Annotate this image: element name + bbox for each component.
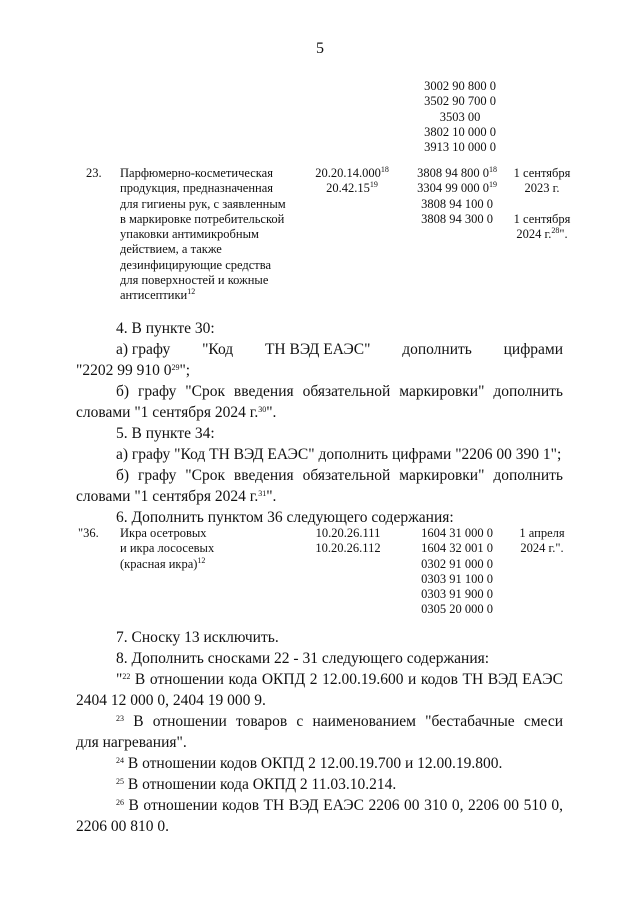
tn-code: 3913 10 000 0 [424, 140, 496, 155]
name-text: антисептики [120, 288, 188, 303]
tn-text: 3808 94 800 0 [417, 166, 489, 180]
item-6-heading: 6. Дополнить пунктом 36 следующего содержания: [116, 509, 454, 526]
item-5-heading: 5. В пункте 34: [116, 425, 215, 442]
okpd-text: 20.42.15 [326, 181, 370, 196]
date-text: 2024 г. [516, 227, 552, 242]
footnote-26-cont: 2206 00 810 0. [76, 818, 169, 835]
name-line: дезинфицирующие средства [120, 257, 272, 272]
item-5a-line: а) графу "Код ТН ВЭД ЕАЭС" дополнить цифрами "2206 00 390 1"; [116, 446, 562, 463]
name-text: (красная икра) [120, 556, 198, 571]
item-8: 8. Дополнить сносками 22 - 31 следующего содержания: [116, 650, 490, 667]
footnote-ref: 25 [116, 777, 124, 786]
footnote-ref: 29 [171, 363, 180, 372]
tn-code: 3002 90 800 0 [424, 79, 496, 93]
item-4a-line [116, 340, 563, 360]
footnote-ref: 26 [116, 798, 124, 807]
row-23-date-1 [502, 166, 582, 197]
text: В отношении товаров с наименованием "бестабачные смеси [124, 713, 563, 730]
okpd-code [306, 166, 398, 181]
footnote-ref: 23 [116, 714, 124, 723]
name-line: действием, а также [120, 242, 222, 257]
tn-code: 3503 00 [439, 109, 481, 124]
footnote-ref: 18 [488, 165, 497, 174]
tn-code: 1604 31 000 0 [421, 526, 493, 540]
footnote-ref: 19 [369, 180, 378, 190]
top-codes-column [396, 79, 524, 155]
date-line: 1 сентября [513, 166, 571, 180]
text: В отношении кодов ТН ВЭД ЕАЭС 2206 00 310 0, 2206 00 510 0, [124, 797, 563, 814]
item-4b-line: б) графу "Срок введения обязательной маркировки" дополнить [116, 383, 563, 400]
row-23-okpd [306, 166, 398, 197]
okpd-code: 10.20.26.112 [315, 541, 381, 556]
tn-code: 3502 90 700 0 [424, 94, 496, 109]
closing-quote: ". [559, 227, 568, 242]
okpd-code [306, 181, 398, 196]
item-4a-cont [76, 361, 190, 381]
word: цифрами [503, 341, 563, 358]
row-23-tn [405, 166, 509, 227]
word: а) графу [116, 341, 171, 358]
tn-code [405, 181, 509, 196]
okpd-text: 20.20.14.000 [315, 166, 381, 180]
tn-code: 0303 91 100 0 [421, 571, 493, 586]
footnote-ref: 18 [380, 165, 389, 174]
name-line: в маркировке потребительской [120, 211, 285, 226]
footnote-23-cont: для нагревания". [76, 734, 187, 751]
footnote-24 [116, 754, 502, 774]
footnote-22-line [116, 670, 563, 690]
name-line: для поверхностей и кожные [120, 273, 269, 288]
tn-code: 0303 91 900 0 [421, 587, 493, 602]
date-line: 1 апреля [519, 526, 565, 540]
footnote-ref: 24 [116, 756, 124, 765]
row-23-date-2 [502, 212, 582, 243]
name-line: продукция, предназначенная [120, 181, 273, 196]
row-36-date [502, 526, 582, 557]
name-line: и икра лососевых [120, 541, 215, 556]
row-23-number: 23. [86, 166, 102, 180]
item-4-heading: 4. В пункте 30: [116, 320, 215, 337]
date-line: 2023 г. [524, 181, 560, 196]
name-line: упаковки антимикробным [120, 227, 259, 242]
footnote-22-cont: 2404 12 000 0, 2404 19 000 9. [76, 692, 266, 709]
tn-code: 3802 10 000 0 [424, 124, 496, 139]
footnote-ref: 19 [488, 180, 497, 190]
item-5b-line: б) графу "Срок введения обязательной маркировки" дополнить [116, 467, 563, 484]
text: словами "1 сентября 2024 г. [76, 404, 259, 421]
tn-code: 0305 20 000 0 [421, 602, 493, 617]
text: В отношении кодов ОКПД 2 12.00.19.700 и 12.00.19.800. [124, 755, 503, 772]
footnote-ref: 31 [258, 489, 267, 498]
name-line: Икра осетровых [120, 526, 207, 540]
text: В отношении кода ОКПД 2 12.00.19.600 и кодов ТН ВЭД ЕАЭС [130, 671, 563, 688]
tn-code [405, 166, 509, 181]
name-line: для гигиены рук, с заявленным [120, 196, 286, 211]
date-line [502, 227, 582, 242]
row-36-name [120, 526, 214, 572]
word: "Код [202, 341, 234, 358]
row-23-name [120, 166, 286, 304]
word: дополнить [402, 341, 472, 358]
text: ". [266, 404, 277, 421]
tn-code: 1604 32 001 0 [421, 541, 493, 556]
footnote-ref: 28 [551, 226, 560, 236]
page-number: 5 [316, 40, 324, 57]
tn-code: 3808 94 300 0 [421, 211, 493, 226]
footnote-ref: 22 [122, 672, 131, 681]
word: ТН ВЭД ЕАЭС" [264, 341, 371, 358]
tn-code: 3808 94 100 0 [421, 196, 493, 211]
text: словами "1 сентября 2024 г. [76, 488, 259, 505]
tn-text: 3304 99 000 0 [417, 181, 489, 196]
name-line [120, 557, 214, 572]
item-7: 7. Сноску 13 исключить. [116, 629, 279, 646]
footnote-ref: 12 [197, 555, 206, 565]
name-line: Парфюмерно-косметическая [120, 166, 273, 180]
item-4b-cont [76, 403, 276, 423]
date-line: 2024 г.". [520, 541, 564, 556]
row-36-tn [408, 526, 506, 618]
text: "; [179, 362, 191, 379]
footnote-23-line [116, 712, 563, 732]
text: ". [266, 488, 277, 505]
footnote-ref: 12 [187, 287, 196, 297]
tn-code: 0302 91 000 0 [421, 556, 493, 571]
name-line [120, 288, 286, 303]
text: "2202 99 910 0 [76, 362, 172, 379]
footnote-25 [116, 775, 396, 795]
footnote-ref: 30 [258, 405, 267, 414]
item-5b-cont [76, 487, 276, 507]
footnote-26-line [116, 796, 563, 816]
row-36-number: "36. [78, 526, 99, 540]
date-line: 1 сентября [513, 212, 571, 226]
text: В отношении кода ОКПД 2 11.03.10.214. [124, 776, 397, 793]
okpd-code: 10.20.26.111 [315, 526, 381, 540]
row-36-okpd [300, 526, 396, 557]
text: " [116, 671, 123, 688]
